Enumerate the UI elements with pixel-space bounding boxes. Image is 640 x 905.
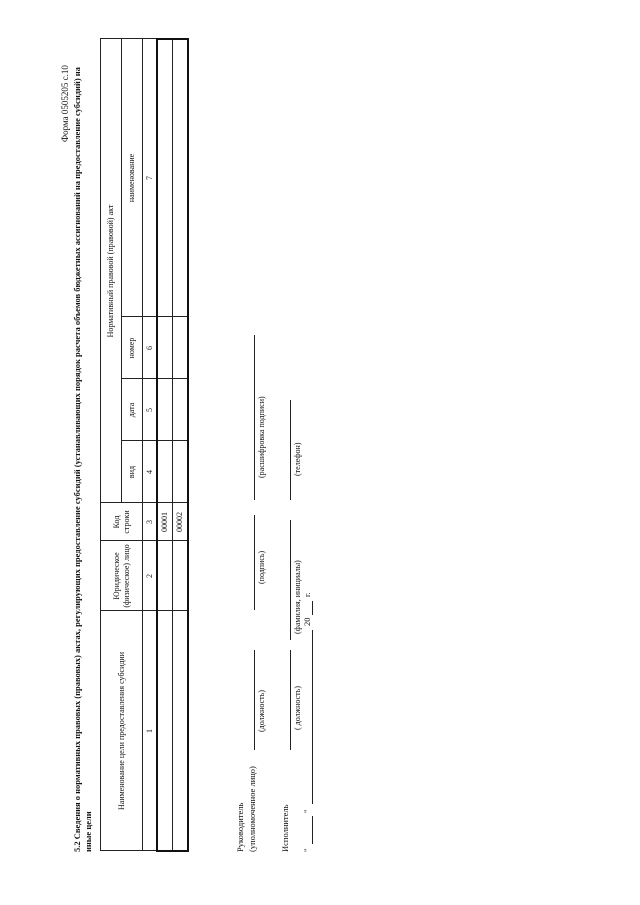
executor-name-line[interactable] (290, 520, 291, 640)
header-row-code: Код строки (101, 503, 143, 541)
decoding-caption: (расшифровка подписи) (257, 396, 266, 478)
date-close-quote: " (302, 809, 312, 813)
head-sublabel: (уполномоченное лицо) (247, 766, 257, 852)
acts-table (100, 38, 189, 852)
header-type: вид (122, 441, 143, 503)
cell-purpose[interactable] (157, 611, 173, 851)
date-open-quote: " (302, 848, 312, 852)
cell-purpose[interactable] (173, 611, 189, 851)
year-prefix: 20 (302, 617, 312, 626)
executor-phone-line[interactable] (290, 400, 291, 500)
column-number: 7 (143, 39, 158, 317)
cell-type[interactable] (173, 441, 189, 503)
cell-entity[interactable] (173, 541, 189, 611)
header-purpose: Наименование цели предоставления субсидии (101, 611, 143, 851)
section-title: 5.2 Сведения о нормативных правовых (правовых) актах, регулирующих предоставление субсидий (устанавливающих порядок расчета объемов бюджетных ассигнований на предоставление субсидий) на иные цели (72, 67, 93, 852)
cell-number[interactable] (157, 317, 173, 379)
rotated-form-sheet (20, 20, 620, 880)
cell-type[interactable] (157, 441, 173, 503)
date-year-line[interactable] (312, 601, 313, 615)
head-label: Руководитель (235, 802, 245, 852)
column-number: 1 (143, 611, 158, 851)
column-number: 5 (143, 379, 158, 441)
cell-date[interactable] (173, 379, 189, 441)
signature-caption: (подпись) (257, 550, 266, 584)
cell-entity[interactable] (157, 541, 173, 611)
executor-position-caption: ( должность) (293, 686, 302, 730)
cell-number[interactable] (173, 317, 189, 379)
phone-caption: (телефон) (293, 442, 302, 476)
cell-row-code: 00002 (173, 503, 189, 541)
head-position-line[interactable] (254, 650, 255, 750)
header-number: номер (122, 317, 143, 379)
header-date: дата (122, 379, 143, 441)
date-day-line[interactable] (312, 816, 313, 844)
executor-name-caption: (фамилия, инициалы) (293, 560, 302, 634)
column-number: 6 (143, 317, 158, 379)
table-row (157, 39, 173, 851)
table-row (173, 39, 189, 851)
header-name: наименование (122, 39, 143, 317)
cell-row-code: 00001 (157, 503, 173, 541)
head-decoding-line[interactable] (254, 335, 255, 500)
executor-position-line[interactable] (290, 650, 291, 750)
cell-name[interactable] (173, 39, 189, 317)
header-act-group: Нормативный правовой (правовой) акт (101, 39, 122, 503)
year-suffix: г. (302, 592, 312, 597)
column-number: 3 (143, 503, 158, 541)
cell-name[interactable] (157, 39, 173, 317)
head-signature-line[interactable] (254, 515, 255, 610)
executor-label: Исполнитель (280, 804, 290, 852)
cell-date[interactable] (157, 379, 173, 441)
header-entity: Юридическое (физическое) лицо (101, 541, 143, 611)
form-number: Форма 0505205 с.10 (60, 65, 70, 142)
date-month-line[interactable] (312, 630, 313, 804)
column-number: 2 (143, 541, 158, 611)
column-number: 4 (143, 441, 158, 503)
position-caption: (должность) (257, 690, 266, 732)
